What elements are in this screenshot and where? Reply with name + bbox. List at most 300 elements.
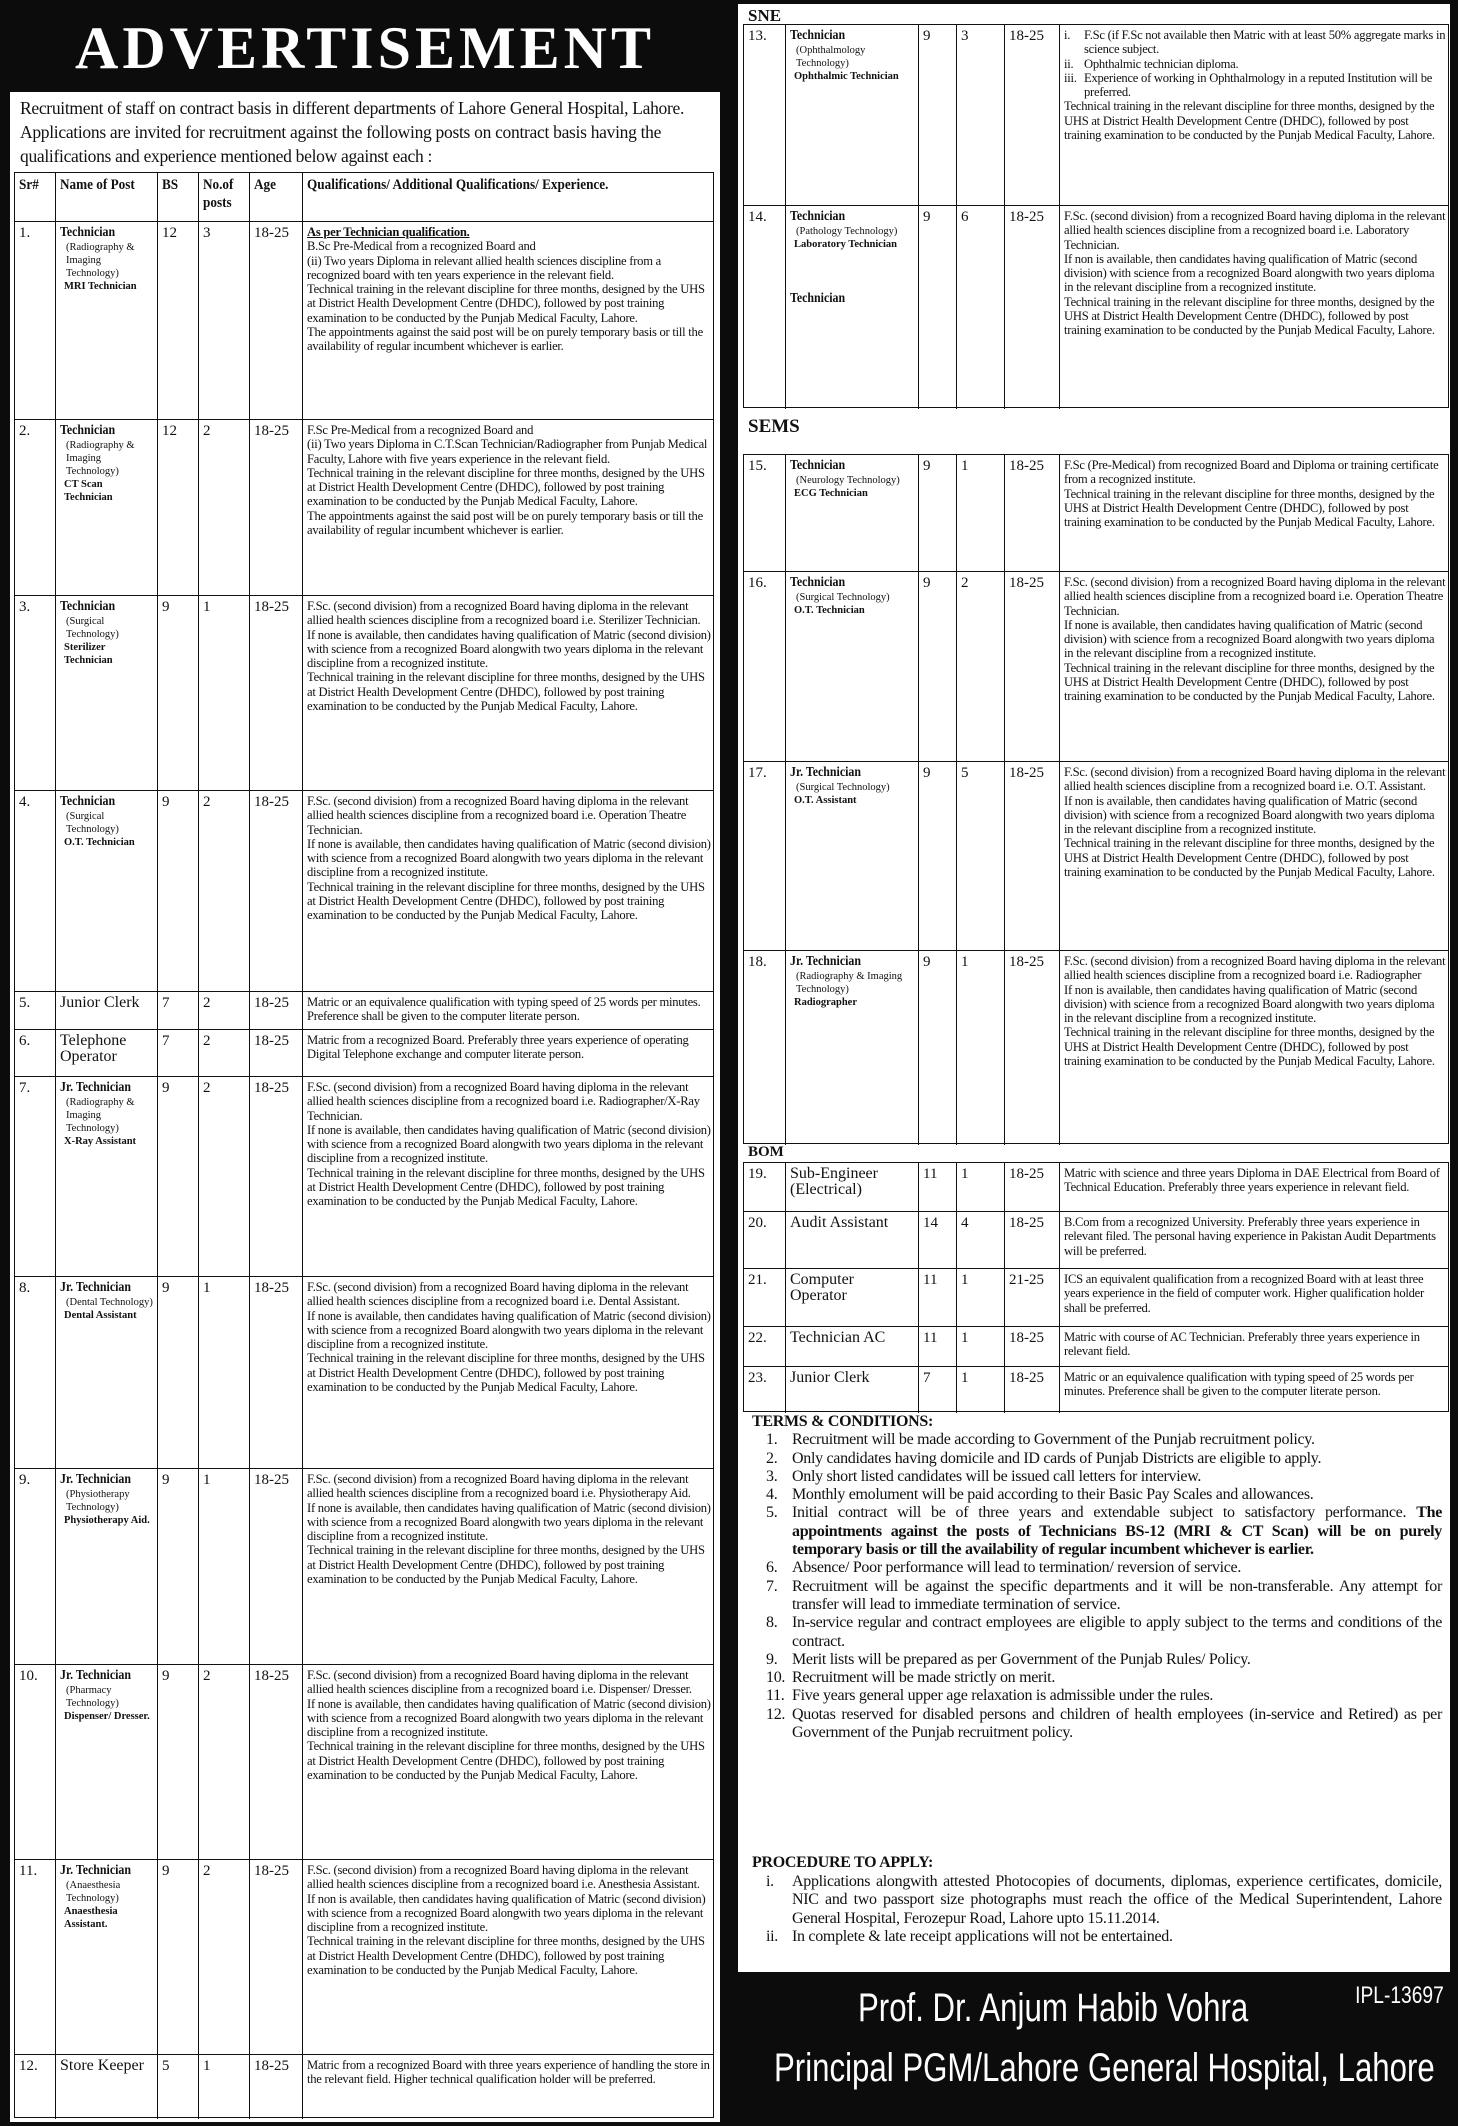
bs-cell	[157, 1860, 198, 2054]
post-name-cell	[785, 762, 918, 950]
post-name-cell	[55, 992, 157, 1029]
item-text: Only short listed candidates will be issued call letters for interview.	[792, 1467, 1202, 1485]
basic-scale: 11	[923, 1166, 938, 1182]
qualification-paragraph: Matric from a recognized Board. Preferably three years experience of operating Digital Telephone exchange and computer literate person.	[307, 1033, 689, 1062]
basic-scale: 9	[923, 209, 931, 225]
age-cell	[249, 596, 302, 790]
post-title: Audit Assistant	[790, 1214, 889, 1231]
qualification-paragraph: Technical training in the relevant discipline for three months, designed by the UHS at District Health Development Centre (DHDC), followed by post training examination to be conducted by the Punjab Medical Faculty, Lahore.	[307, 1739, 705, 1783]
bs-cell	[918, 951, 956, 1145]
qualification-paragraph: Technical training in the relevant discipline for three months, designed by the UHS at District Health Development Centre (DHDC), followed by post training examination to be conducted by the Punjab Medical Faculty, Lahore.	[1064, 1025, 1435, 1069]
qualification-cell	[1059, 1163, 1450, 1211]
right-column	[738, 4, 1450, 1972]
qualification-paragraph: F.Sc. (second division) from a recognized Board having diploma in the relevant allied health sciences discipline from a recognized board i.e. Anesthesia Assistant.	[307, 1863, 700, 1892]
sr-cell	[744, 206, 785, 409]
qualification-paragraph: (ii) Two years Diploma in relevant allied health sciences discipline from a recognized board with ten years experience in the relevant field.	[307, 253, 661, 282]
posts-count-cell	[956, 572, 1004, 761]
qualification-paragraph: Technical training in the relevant discipline for three months, designed by the UHS at District Health Development Centre (DHDC), followed by post training examination to be conducted by the Punjab Medical Faculty, Lahore.	[307, 282, 705, 325]
post-role: Ophthalmic Technician	[794, 71, 899, 82]
sr-cell	[744, 572, 785, 761]
post-title: Computer Operator	[790, 1271, 854, 1304]
post-name-cell	[55, 1277, 157, 1468]
posts-count: 2	[203, 995, 211, 1011]
qualification-text	[307, 599, 711, 713]
post-name-cell	[55, 1860, 157, 2054]
item-marker: 1.	[766, 1431, 778, 1449]
age-cell	[1004, 572, 1059, 761]
qualification-cell	[1059, 25, 1450, 205]
qualification-paragraph: If non is available, then candidates having qualification of Matric (second division) with science from a recognized Board alongwith two years diploma in the relevant discipline from a recognized institute.	[1064, 251, 1435, 295]
posts-count-cell	[956, 1367, 1004, 1413]
posts-count-cell	[198, 1469, 249, 1664]
qualification-paragraph: Matric or an equivalence qualification with typing speed of 25 words per minutes. Preference shall be given to the computer literate person.	[1064, 1370, 1414, 1399]
qualification-text	[1064, 1215, 1446, 1258]
posts-table-sems	[743, 454, 1449, 1144]
post-title: Jr. Technician	[60, 1472, 131, 1487]
post-title: Technician	[60, 225, 116, 240]
table-row	[744, 761, 1448, 950]
qualification-cell	[302, 2055, 715, 2119]
list-text: Ophthalmic technician diploma.	[1084, 56, 1239, 71]
terms-item	[752, 1559, 1442, 1577]
post-role: Anaesthesia Assistant.	[64, 1906, 118, 1930]
post-name-cell	[55, 1077, 157, 1276]
qualification-text	[307, 225, 711, 354]
post-specialty: (Physiotherapy Technology)	[66, 1489, 130, 1513]
posts-count-cell	[198, 1860, 249, 2054]
basic-scale: 9	[923, 765, 931, 781]
terms-item	[752, 1431, 1442, 1449]
qualification-paragraph: B.Sc Pre-Medical from a recognized Board and	[307, 239, 536, 254]
post-role: CT Scan Technician	[64, 479, 113, 503]
list-marker: iii.	[1064, 70, 1077, 85]
basic-scale: 9	[923, 458, 931, 474]
post-title: Technician	[60, 599, 116, 614]
post-specialty: (Surgical Technology)	[66, 811, 119, 835]
age-limit: 18-25	[1009, 209, 1044, 225]
posts-count: 1	[961, 954, 969, 970]
intro-line: Applications are invited for recruitment against the following posts on contract basis having the qualifications and experience mentioned below against each :	[20, 122, 662, 166]
sr-cell	[15, 791, 55, 991]
bs-cell	[918, 1367, 956, 1413]
bs-cell	[918, 1269, 956, 1326]
terms-heading: TERMS & CONDITIONS:	[752, 1413, 933, 1430]
age-limit: 18-25	[254, 423, 289, 439]
qualification-paragraph: F.Sc. (second division) from a recognized Board having diploma in the relevant allied health sciences discipline from a recognized board i.e. Radiographer/X-Ray Technician.	[307, 1080, 700, 1123]
qualification-text	[307, 995, 711, 1024]
bs-cell	[157, 1665, 198, 1859]
age-limit: 18-25	[1009, 575, 1044, 591]
qualification-paragraph: If non is available, then candidates having qualification of Matric (second division) with science from a recognized Board alongwith two years diploma in the relevant discipline from a recognized institute.	[1064, 793, 1435, 837]
list-marker: i.	[1064, 28, 1071, 42]
posts-count-cell	[956, 1163, 1004, 1211]
table-row	[15, 1468, 713, 1664]
post-specialty: (Neurology Technology)	[796, 475, 900, 486]
left-column	[10, 4, 720, 2122]
item-marker: 11.	[766, 1687, 785, 1705]
post-name-cell	[785, 1163, 918, 1211]
age-limit: 18-25	[254, 1472, 289, 1488]
posts-count: 1	[203, 599, 211, 615]
posts-table-bom	[743, 1162, 1449, 1412]
sr-cell	[744, 951, 785, 1145]
qualification-paragraph: ICS an equivalent qualification from a recognized Board with at least three years experience in the field of computer work. Higher qualification holder shall be preferred.	[1064, 1272, 1424, 1315]
table-row	[15, 991, 713, 1029]
item-marker: 5.	[766, 1504, 778, 1522]
procedure-heading: PROCEDURE TO APPLY:	[752, 1854, 934, 1871]
post-role: Dispenser/ Dresser.	[64, 1711, 150, 1722]
age-cell	[1004, 1367, 1059, 1413]
qualification-text	[1064, 1370, 1446, 1399]
qualification-paragraph: Technical training in the relevant discipline for three months, designed by the UHS at District Health Development Centre (DHDC), followed by post training examination to be conducted by the Punjab Medical Faculty, Lahore.	[1064, 486, 1435, 530]
qualification-cell	[302, 420, 715, 595]
serial-number: 12.	[19, 2058, 38, 2074]
terms-item	[752, 1651, 1442, 1669]
item-text: Monthly emolument will be paid according to their Basic Pay Scales and allowances.	[792, 1486, 1314, 1504]
table-row	[15, 1076, 713, 1276]
posts-count-cell	[198, 222, 249, 419]
column-header: Name of Post	[60, 177, 135, 193]
sr-cell	[15, 222, 55, 419]
qualification-paragraph: F.Sc. (second division) from a recognized Board having diploma in the relevant allied health sciences discipline from a recognized board i.e. Physiotherapy Aid.	[307, 1472, 691, 1501]
age-limit: 18-25	[254, 225, 289, 241]
qualification-paragraph: If none is available, then candidates having qualification of Matric (second division) with science from a recognized Board alongwith two years diploma in the relevant discipline from a recognized institute.	[1064, 617, 1435, 661]
qualification-paragraph: If none is available, then candidates having qualification of Matric (second division) with science from a recognized Board alongwith two years diploma in the relevant discipline from a recognized institute.	[307, 1500, 711, 1544]
post-title: Jr. Technician	[60, 1080, 131, 1095]
qualification-paragraph: Technical training in the relevant discipline for three months, designed by the UHS at District Health Development Centre (DHDC), followed by post training examination to be conducted by the Punjab Medical Faculty, Lahore.	[307, 1351, 705, 1395]
list-text: F.Sc (if F.Sc not available then Matric with at least 50% aggregate marks in science subject.	[1084, 28, 1446, 57]
qualification-paragraph: F.Sc. (second division) from a recognized Board having diploma in the relevant allied health sciences discipline from a recognized board i.e. Dispenser/ Dresser.	[307, 1668, 692, 1697]
qualification-cell	[302, 222, 715, 419]
serial-number: 17.	[748, 765, 767, 781]
terms-item	[752, 1486, 1442, 1504]
serial-number: 10.	[19, 1668, 38, 1684]
sr-cell	[15, 173, 55, 221]
basic-scale: 9	[162, 1080, 170, 1096]
basic-scale: 11	[923, 1272, 938, 1288]
basic-scale: 12	[162, 225, 177, 241]
age-limit: 18-25	[1009, 1166, 1044, 1182]
age-cell	[1004, 951, 1059, 1145]
qualification-paragraph: If none is available, then candidates having qualification of Matric (second division) with science from a recognized Board alongwith two years diploma in the relevant discipline from a recognized institute.	[307, 1122, 711, 1166]
age-limit: 18-25	[1009, 1330, 1044, 1346]
posts-count-cell	[198, 1277, 249, 1468]
item-bold-text: The appointments against the posts of Technicians BS-12 (MRI & CT Scan) will be on purely temporary basis or till the availability of regular incumbent whichever is earlier.	[792, 1504, 1442, 1559]
terms-and-conditions	[752, 1413, 1442, 1742]
serial-number: 2.	[19, 423, 31, 439]
age-cell	[249, 173, 302, 221]
table-row	[15, 1859, 713, 2054]
posts-count: 2	[203, 1668, 211, 1684]
posts-table-left	[14, 172, 714, 2118]
posts-count-cell	[956, 1327, 1004, 1366]
serial-number: 23.	[748, 1370, 767, 1386]
post-name-cell	[785, 455, 918, 571]
posts-count-cell	[956, 455, 1004, 571]
qualification-cell	[1059, 762, 1450, 950]
qualification-paragraph: F.Sc. (second division) from a recognized Board having diploma in the relevant allied health sciences discipline from a recognized board i.e. Operation Theatre Technician.	[1064, 575, 1446, 618]
procedure-item	[752, 1928, 1442, 1947]
sr-cell	[15, 1277, 55, 1468]
qualification-text	[307, 2058, 711, 2087]
age-limit: 18-25	[254, 995, 289, 1011]
section-label-sne: SNE	[748, 6, 782, 25]
serial-number: 3.	[19, 599, 31, 615]
qualification-cell	[1059, 206, 1450, 409]
terms-item	[752, 1687, 1442, 1705]
qualification-text	[1064, 575, 1446, 704]
posts-count: 3	[961, 28, 969, 44]
post-role: X-Ray Assistant	[64, 1136, 137, 1147]
ad-reference-number: IPL-13697	[1355, 1982, 1444, 2009]
serial-number: 14.	[748, 209, 767, 225]
sr-cell	[15, 596, 55, 790]
post-title: Technician	[790, 458, 846, 473]
qualification-cell	[302, 1277, 715, 1468]
bs-cell	[157, 1077, 198, 1276]
posts-count-cell	[956, 1212, 1004, 1268]
qualification-cell	[1059, 455, 1450, 571]
item-text: In-service regular and contract employees are eligible to apply subject to the terms and conditions of the contract.	[792, 1614, 1442, 1650]
post-role: O.T. Technician	[794, 605, 865, 616]
age-cell	[1004, 25, 1059, 205]
post-title: Store Keeper	[60, 2057, 144, 2074]
posts-count-cell	[198, 173, 249, 221]
table-header-row	[15, 173, 713, 221]
item-marker: 9.	[766, 1650, 778, 1668]
age-cell	[1004, 1327, 1059, 1366]
item-text: Quotas reserved for disabled persons and children of health employees (in-service and Retired) as per Government of the Punjab recruitment policy.	[792, 1705, 1442, 1742]
column-header: Qualifications/ Additional Qualifications/ Experience.	[307, 177, 609, 193]
age-cell	[249, 2055, 302, 2119]
item-marker: i.	[766, 1872, 774, 1890]
serial-number: 15.	[748, 458, 767, 474]
table-row	[744, 950, 1448, 1145]
post-specialty: (Pharmacy Technology)	[66, 1685, 119, 1709]
table-row	[744, 1211, 1448, 1268]
post-title: Junior Clerk	[790, 1369, 870, 1386]
qualification-text	[307, 1080, 711, 1209]
post-extra-label: Technician	[790, 291, 846, 306]
qualification-cell	[1059, 951, 1450, 1145]
qualification-paragraph: If none is available, then candidates having qualification of Matric (second division) with science from a recognized Board alongwith two years diploma in the relevant discipline from a recognized institute.	[307, 627, 711, 671]
terms-item	[752, 1614, 1442, 1651]
qualification-list-item	[1064, 28, 1446, 57]
qualification-text	[1064, 1272, 1446, 1315]
basic-scale: 9	[923, 575, 931, 591]
post-specialty: (Anaesthesia Technology)	[66, 1880, 121, 1904]
table-row	[744, 1326, 1448, 1366]
item-text: Recruitment will be made strictly on merit.	[792, 1669, 1056, 1687]
age-cell	[249, 1860, 302, 2054]
qualification-paragraph: Technical training in the relevant discipline for three months, designed by the UHS at District Health Development Centre (DHDC), followed by post training examination to be conducted by the Punjab Medical Faculty, Lahore.	[307, 465, 705, 509]
post-specialty: (Radiography & Imaging Technology)	[66, 242, 135, 279]
qualification-cell	[1059, 572, 1450, 761]
procedure-item	[752, 1873, 1442, 1929]
qualification-paragraph: F.Sc. (second division) from a recognized Board having diploma in the relevant allied health sciences discipline from a recognized board i.e. Dental Assistant.	[307, 1280, 689, 1309]
bs-cell	[918, 1327, 956, 1366]
qualification-text	[1064, 28, 1446, 142]
basic-scale: 9	[162, 794, 170, 810]
posts-count-cell	[198, 1665, 249, 1859]
item-marker: 3.	[766, 1467, 778, 1485]
qualification-text	[1064, 1166, 1446, 1195]
post-name-cell	[55, 173, 157, 221]
post-role: O.T. Assistant	[794, 795, 857, 806]
age-limit: 18-25	[1009, 954, 1044, 970]
posts-count: 1	[203, 1472, 211, 1488]
qualification-paragraph: Technical training in the relevant discipline for three months, designed by the UHS at District Health Development Centre (DHDC), followed by post training examination to be conducted by the Punjab Medical Faculty, Lahore.	[307, 670, 705, 714]
post-specialty: (Radiography & Imaging Technology)	[66, 1097, 135, 1134]
age-cell	[249, 1030, 302, 1076]
posts-count: 1	[961, 1272, 969, 1288]
post-name-cell	[55, 1665, 157, 1859]
post-name-cell	[785, 1327, 918, 1366]
age-cell	[249, 791, 302, 991]
post-name-cell	[55, 420, 157, 595]
age-limit: 18-25	[254, 599, 289, 615]
table-row	[15, 2054, 713, 2119]
serial-number: 8.	[19, 1280, 31, 1296]
sr-cell	[15, 1469, 55, 1664]
post-name-cell	[55, 2055, 157, 2119]
table-row	[744, 455, 1448, 571]
intro-text	[20, 96, 710, 168]
column-header: No.of posts	[203, 177, 234, 211]
serial-number: 13.	[748, 28, 767, 44]
serial-number: 6.	[19, 1033, 31, 1049]
terms-item	[752, 1450, 1442, 1468]
sr-cell	[744, 1367, 785, 1413]
table-row	[15, 595, 713, 790]
age-limit: 18-25	[254, 794, 289, 810]
post-title: Technician	[790, 575, 846, 590]
bs-cell	[157, 173, 198, 221]
age-limit: 18-25	[1009, 765, 1044, 781]
procedure-to-apply	[752, 1854, 1442, 1947]
table-row	[15, 1276, 713, 1468]
post-role: Dental Assistant	[64, 1310, 137, 1321]
item-marker: 6.	[766, 1559, 778, 1577]
terms-item	[752, 1504, 1442, 1559]
sr-cell	[15, 992, 55, 1029]
post-name-cell	[785, 25, 918, 205]
age-cell	[249, 420, 302, 595]
qualification-cell	[302, 173, 715, 221]
sr-cell	[15, 1665, 55, 1859]
age-limit: 18-25	[1009, 1215, 1044, 1231]
qualification-paragraph: Matric with science and three years Diploma in DAE Electrical from Board of Technical Education. Preferably three years experience in relevant field.	[1064, 1166, 1440, 1195]
sr-cell	[15, 1860, 55, 2054]
qualification-list-item	[1064, 71, 1446, 100]
post-name-cell	[55, 1030, 157, 1076]
posts-count: 2	[203, 1863, 211, 1879]
basic-scale: 9	[923, 28, 931, 44]
item-text: Initial contract will be of three years and extendable subject to satisfactory performance.	[792, 1504, 1407, 1522]
basic-scale: 7	[162, 1033, 170, 1049]
age-cell	[1004, 1212, 1059, 1268]
post-title: Jr. Technician	[790, 954, 861, 969]
qualification-paragraph: F.Sc. (second division) from a recognized Board having diploma in the relevant allied health sciences discipline from a recognized board i.e. O.T. Assistant.	[1064, 765, 1446, 794]
qualification-text	[307, 423, 711, 537]
post-specialty: (Surgical Technology)	[796, 592, 890, 603]
table-row	[15, 790, 713, 991]
age-cell	[249, 992, 302, 1029]
bs-cell	[157, 420, 198, 595]
age-cell	[1004, 762, 1059, 950]
qualification-heading: As per Technician qualification.	[307, 225, 470, 239]
item-text: Merit lists will be prepared as per Government of the Punjab Rules/ Policy.	[792, 1650, 1251, 1668]
serial-number: 1.	[19, 225, 31, 241]
basic-scale: 7	[162, 995, 170, 1011]
serial-number: 7.	[19, 1080, 31, 1096]
post-title: Technician	[60, 794, 116, 809]
list-text: Experience of working in Ophthalmology in a reputed Institution will be preferred.	[1084, 70, 1433, 100]
sr-cell	[744, 1163, 785, 1211]
column-header: BS	[162, 177, 179, 193]
age-cell	[1004, 1269, 1059, 1326]
qualification-cell	[302, 596, 715, 790]
posts-count: 3	[203, 225, 211, 241]
intro-line: Recruitment of staff on contract basis in different departments of Lahore General Hospital, Lahore.	[20, 98, 685, 118]
qualification-paragraph: F.Sc. (second division) from a recognized Board having diploma in the relevant allied health sciences discipline from a recognized board i.e. Laboratory Technician.	[1064, 209, 1446, 252]
posts-count: 1	[961, 1370, 969, 1386]
sr-cell	[15, 2055, 55, 2119]
qualification-list-item	[1064, 57, 1446, 71]
qualification-paragraph: Technical training in the relevant discipline for three months, designed by the UHS at District Health Development Centre (DHDC), followed by post training examination to be conducted by the Punjab Medical Faculty, Lahore.	[1064, 660, 1435, 704]
posts-count-cell	[198, 596, 249, 790]
qualification-text	[307, 1668, 711, 1782]
qualification-text	[307, 794, 711, 923]
qualification-cell	[302, 1030, 715, 1076]
bs-cell	[918, 762, 956, 950]
posts-count: 5	[961, 765, 969, 781]
terms-item	[752, 1578, 1442, 1615]
bs-cell	[918, 25, 956, 205]
age-limit: 18-25	[254, 1668, 289, 1684]
posts-count-cell	[198, 992, 249, 1029]
post-specialty: (Radiography & Imaging Technology)	[796, 971, 903, 995]
terms-item	[752, 1669, 1442, 1687]
bs-cell	[918, 572, 956, 761]
age-cell	[1004, 206, 1059, 409]
post-title: Junior Clerk	[60, 994, 140, 1011]
posts-count: 4	[961, 1215, 969, 1231]
age-cell	[249, 1077, 302, 1276]
post-name-cell	[55, 1469, 157, 1664]
age-limit: 21-25	[1009, 1272, 1044, 1288]
sr-cell	[744, 1327, 785, 1366]
bs-cell	[918, 206, 956, 409]
serial-number: 4.	[19, 794, 31, 810]
qualification-paragraph: Technical training in the relevant discipline for three months, designed by the UHS at District Health Development Centre (DHDC), followed by post training examination to be conducted by the Punjab Medical Faculty, Lahore.	[307, 1934, 705, 1978]
age-limit: 18-25	[254, 1863, 289, 1879]
table-row	[744, 205, 1448, 409]
sr-cell	[15, 420, 55, 595]
post-name-cell	[55, 791, 157, 991]
age-limit: 18-25	[1009, 28, 1044, 44]
bs-cell	[157, 222, 198, 419]
serial-number: 19.	[748, 1166, 767, 1182]
item-text: Only candidates having domicile and ID cards of Punjab Districts are eligible to apply.	[792, 1449, 1322, 1467]
qualification-paragraph: Matric from a recognized Board with three years experience of handling the store in the relevant field. Higher technical qualification holder will be preferred.	[307, 2058, 710, 2087]
advertisement-title: ADVERTISEMENT	[10, 4, 720, 92]
qualification-cell	[1059, 1269, 1450, 1326]
sr-cell	[744, 1269, 785, 1326]
qualification-paragraph: The appointments against the said post will be on purely temporary basis or till the availability of regular incumbent whichever is earlier.	[307, 508, 703, 538]
posts-count-cell	[198, 420, 249, 595]
posts-count-cell	[956, 25, 1004, 205]
